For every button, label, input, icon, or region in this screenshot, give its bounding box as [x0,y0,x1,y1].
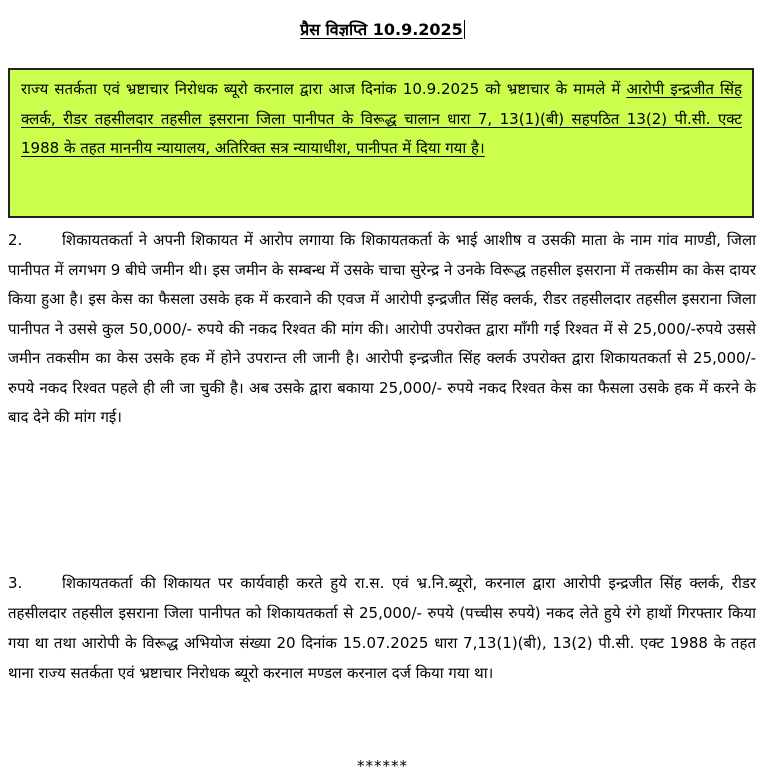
paragraph-number: 3. [8,574,23,592]
intro-highlight-box [8,68,754,218]
paragraph-3 [8,568,756,688]
title-text: प्रैस विज्ञप्ति 10.9.2025 [300,20,463,39]
press-release-title [0,18,765,40]
paragraph-text: शिकायतकर्ता ने अपनी शिकायत में आरोप लगाया कि शिकायतकर्ता के भाई आशीष व उसकी माता के नाम गांव माण्डी, जिला पानीपत में लगभग 9 बीघे जमीन थी। इस जमीन के सम्बन्ध में उसके चाचा सुरेन्द्र ने उनके विरूद्ध तहसील इसराना में तकसीम का केस दायर किया हुआ है। इस केस का फैसला उसके हक में करवाने की एवज में आरोपी इन्द्रजीत सिंह क्लर्क, रीडर तहसीलदार तहसील इसराना जिला पानीपत ने उससे कुल 50,000/- रुपये की नकद रिश्वत की मांग की। आरोपी उपरोक्त द्वारा माँगी गई रिश्वत में से 25,000/-रुपये उससे जमीन तकसीम का केस उसके हक में होने उपरान्त ली जानी है। आरोपी इन्द्रजीत सिंह क्लर्क उपरोक्त द्वारा शिकायतकर्ता से 25,000/- रुपये नकद रिश्वत पहले ही ली जा चुकी है। अब उसके द्वारा बकाया 25,000/- रुपये नकद रिश्वत केस का फैसला उसके हक में करने के बाद देने की मांग गई। [8,231,756,426]
paragraph-number: 2. [8,231,23,249]
end-of-release-mark: ****** [357,757,408,775]
intro-lead-text: राज्य सतर्कता एवं भ्रष्टाचार निरोधक ब्यूरो करनाल द्वारा आज दिनांक 10.9.2025 को भ्रष्टाचार के मामले में [21,80,627,98]
paragraph-2 [8,226,756,433]
text-cursor [464,20,465,39]
paragraph-text: शिकायतकर्ता की शिकायत पर कार्यवाही करते हुये रा.स. एवं भ्र.नि.ब्यूरो, करनाल द्वारा आरोपी इन्द्रजीत सिंह क्लर्क, रीडर तहसीलदार तहसील इसराना जिला पानीपत को शिकायतकर्ता से 25,000/- रुपये (पच्चीस रुपये) नकद लेते हुये रंगे हाथों गिरफ्तार किया गया था तथा आरोपी के विरूद्ध अभियोज संख्या 20 दिनांक 15.07.2025 धारा 7,13(1)(बी), 13(2) पी.सी. एक्ट 1988 के तहत थाना राज्य सतर्कता एवं भ्रष्टाचार निरोधक ब्यूरो करनाल मण्डल करनाल दर्ज किया गया था। [8,574,756,682]
intro-underlined-text: आरोपी इन्द्रजीत सिंह क्लर्क, रीडर तहसीलदार तहसील इसराना जिला पानीपत के विरूद्ध चालान धारा 7, 13(1)(बी) सहपठित 13(2) पी.सी. एक्ट 1988 के तहत माननीय न्यायालय, अतिरिक्त सत्र न्यायाधीश, पानीपत में दिया गया है। [21,80,742,157]
